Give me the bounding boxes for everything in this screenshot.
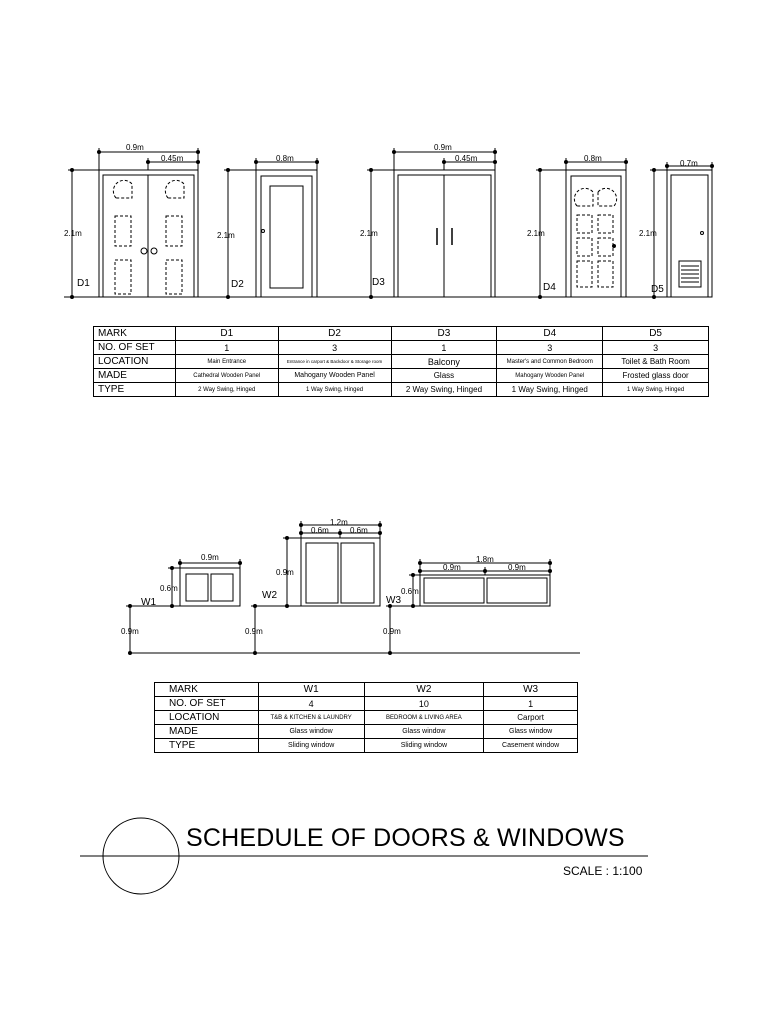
table-cell: D1 [175,327,278,341]
w1-width-dim: 0.9m [201,553,219,562]
row-label: LOCATION [155,711,259,725]
table-cell: T&B & KITCHEN & LAUNDRY [258,711,364,725]
d2-mark-label: D2 [231,279,244,290]
table-cell: Toilet & Bath Room [603,355,709,369]
table-row [155,725,578,739]
door-d2 [224,158,317,297]
row-label: NO. OF SET [94,341,176,355]
table-row [155,711,578,725]
table-cell: 4 [258,697,364,711]
table-row [94,355,709,369]
w3-sill-dim: 0.9m [383,627,401,636]
table-row [155,739,578,753]
d5-mark-label: D5 [651,284,664,295]
table-cell: Main Entrance [175,355,278,369]
row-label: MADE [155,725,259,739]
window-w2 [251,521,380,653]
table-cell: Glass window [364,725,484,739]
window-elevations [0,510,768,660]
door-elevations [0,0,768,320]
d5-height-dim: 2.1m [639,229,657,238]
table-cell: W2 [364,683,484,697]
door-d3 [367,148,495,297]
d1-leaf-dim: 0.45m [161,154,184,163]
table-cell: Glass window [484,725,578,739]
table-row [94,369,709,383]
table-cell: 3 [497,341,603,355]
table-row [94,383,709,397]
table-cell: Master's and Common Bedroom [497,355,603,369]
w3-height-dim: 0.6m [401,587,419,596]
d4-mark-label: D4 [543,282,556,293]
row-label: MADE [94,369,176,383]
table-cell: Glass [391,369,497,383]
table-cell: Frosted glass door [603,369,709,383]
d3-mark-label: D3 [372,277,385,288]
door-d5 [650,162,712,297]
table-cell: Carport [484,711,578,725]
w3-mark-label: W3 [386,595,401,606]
table-cell: 1 Way Swing, Hinged [603,383,709,397]
table-cell: Sliding window [364,739,484,753]
window-w3 [386,559,550,653]
table-cell: 1 Way Swing, Hinged [278,383,391,397]
d3-leaf-dim: 0.45m [455,154,478,163]
window-schedule-table [154,682,578,753]
table-cell: Mahogany Wooden Panel [278,369,391,383]
table-cell: Mahogany Wooden Panel [497,369,603,383]
table-cell: D3 [391,327,497,341]
table-cell: W3 [484,683,578,697]
table-cell: 2 Way Swing, Hinged [175,383,278,397]
row-label: TYPE [155,739,259,753]
w1-sill-dim: 0.9m [121,627,139,636]
door-schedule-table [93,326,709,397]
table-cell: W1 [258,683,364,697]
scale-label: SCALE : 1:100 [563,864,643,878]
table-cell: Glass window [258,725,364,739]
w3-width-dim: 1.8m [476,555,494,564]
table-cell: 1 [391,341,497,355]
table-cell: Balcony [391,355,497,369]
w3-leaf-b-dim: 0.9m [508,563,526,572]
d4-width-dim: 0.8m [584,154,602,163]
row-label: MARK [155,683,259,697]
table-row [94,341,709,355]
table-row [155,697,578,711]
w2-leaf-b-dim: 0.6m [350,526,368,535]
d3-height-dim: 2.1m [360,229,378,238]
table-cell: 10 [364,697,484,711]
w3-leaf-a-dim: 0.9m [443,563,461,572]
row-label: TYPE [94,383,176,397]
d1-mark-label: D1 [77,278,90,289]
table-cell: BEDROOM & LIVING AREA [364,711,484,725]
w2-width-dim: 1.2m [330,518,348,527]
table-cell: Entrance in carport & Backdoor & Storage room [278,355,391,369]
d1-height-dim: 2.1m [64,229,82,238]
w2-sill-dim: 0.9m [245,627,263,636]
table-cell: 3 [603,341,709,355]
table-cell: 1 [484,697,578,711]
d4-height-dim: 2.1m [527,229,545,238]
table-cell: D2 [278,327,391,341]
page-title: SCHEDULE OF DOORS & WINDOWS [186,824,625,852]
table-cell: 3 [278,341,391,355]
table-cell: D5 [603,327,709,341]
row-label: NO. OF SET [155,697,259,711]
w1-mark-label: W1 [141,597,156,608]
row-label: MARK [94,327,176,341]
d1-width-dim: 0.9m [126,143,144,152]
door-d4 [536,158,626,297]
table-cell: 1 Way Swing, Hinged [497,383,603,397]
row-label: LOCATION [94,355,176,369]
table-cell: Sliding window [258,739,364,753]
table-cell: D4 [497,327,603,341]
w2-height-dim: 0.9m [276,568,294,577]
d3-width-dim: 0.9m [434,143,452,152]
table-cell: Casement window [484,739,578,753]
w2-mark-label: W2 [262,590,277,601]
d2-height-dim: 2.1m [217,231,235,240]
d2-width-dim: 0.8m [276,154,294,163]
w1-height-dim: 0.6m [160,584,178,593]
table-cell: 1 [175,341,278,355]
table-cell: 2 Way Swing, Hinged [391,383,497,397]
d5-width-dim: 0.7m [680,159,698,168]
table-row [155,683,578,697]
table-row [94,327,709,341]
w2-leaf-a-dim: 0.6m [311,526,329,535]
door-d1 [68,148,198,297]
table-cell: Cathedral Wooden Panel [175,369,278,383]
